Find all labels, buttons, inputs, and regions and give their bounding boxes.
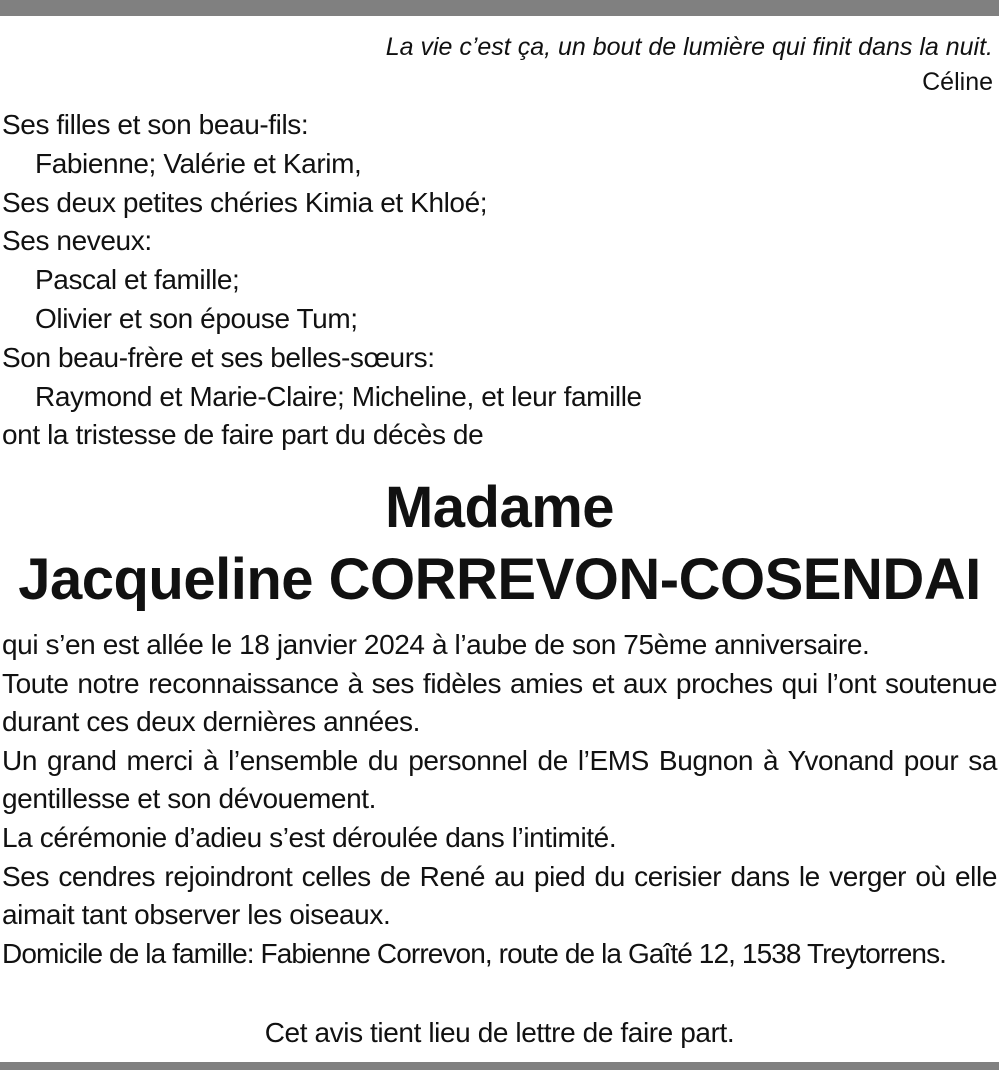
paragraph-ceremony: La cérémonie d’adieu s’est déroulée dans l’intimité. <box>2 821 617 853</box>
family-line-nephew-olivier: Olivier et son épouse Tum; <box>35 302 358 334</box>
family-line-announcement: ont la tristesse de faire part du décès de <box>2 419 484 451</box>
family-line-grandchildren: Ses deux petites chéries Kimia et Khloé; <box>2 186 488 218</box>
notice-body <box>2 626 997 973</box>
paragraph-thanks-ems: Un grand merci à l’ensemble du personnel de l’EMS Bugnon à Yvonand pour sa gentillesse et son dévouement. <box>2 744 997 815</box>
family-line-nephew-pascal: Pascal et famille; <box>35 264 240 296</box>
paragraph-gratitude: Toute notre reconnaissance à ses fidèles amies et aux proches qui l’ont soutenue durant ces deux dernières années. <box>2 667 997 738</box>
family-line-daughters-names: Fabienne; Valérie et Karim, <box>35 147 362 179</box>
family-line-in-laws: Son beau-frère et ses belles-sœurs: <box>2 341 435 373</box>
deceased-name-block <box>0 472 999 616</box>
paragraph-passing: qui s’en est allée le 18 janvier 2024 à l’aube de son 75ème anniversaire. <box>2 629 870 660</box>
family-line-nephews: Ses neveux: <box>2 225 152 257</box>
family-line-daughters: Ses filles et son beau-fils: <box>2 109 309 140</box>
footer-note: Cet avis tient lieu de lettre de faire part. <box>264 1017 735 1048</box>
deceased-title: Madame <box>384 475 615 540</box>
epigraph-author: Céline <box>922 68 993 96</box>
bottom-rule <box>0 1062 999 1070</box>
paragraph-address: Domicile de la famille: Fabienne Correvon, route de la Gaîté 12, 1538 Treytorrens. <box>2 937 947 969</box>
family-line-in-laws-names: Raymond et Marie-Claire; Micheline, et leur famille <box>35 380 642 412</box>
paragraph-ashes: Ses cendres rejoindront celles de René au pied du cerisier dans le verger où elle aimait tant observer les oiseaux. <box>2 860 997 931</box>
family-list <box>2 106 642 455</box>
deceased-name: Jacqueline CORREVON-COSENDAI <box>18 547 981 612</box>
top-rule <box>0 0 999 16</box>
epigraph-text: La vie c’est ça, un bout de lumière qui finit dans la nuit. <box>385 33 993 61</box>
epigraph <box>386 30 993 100</box>
